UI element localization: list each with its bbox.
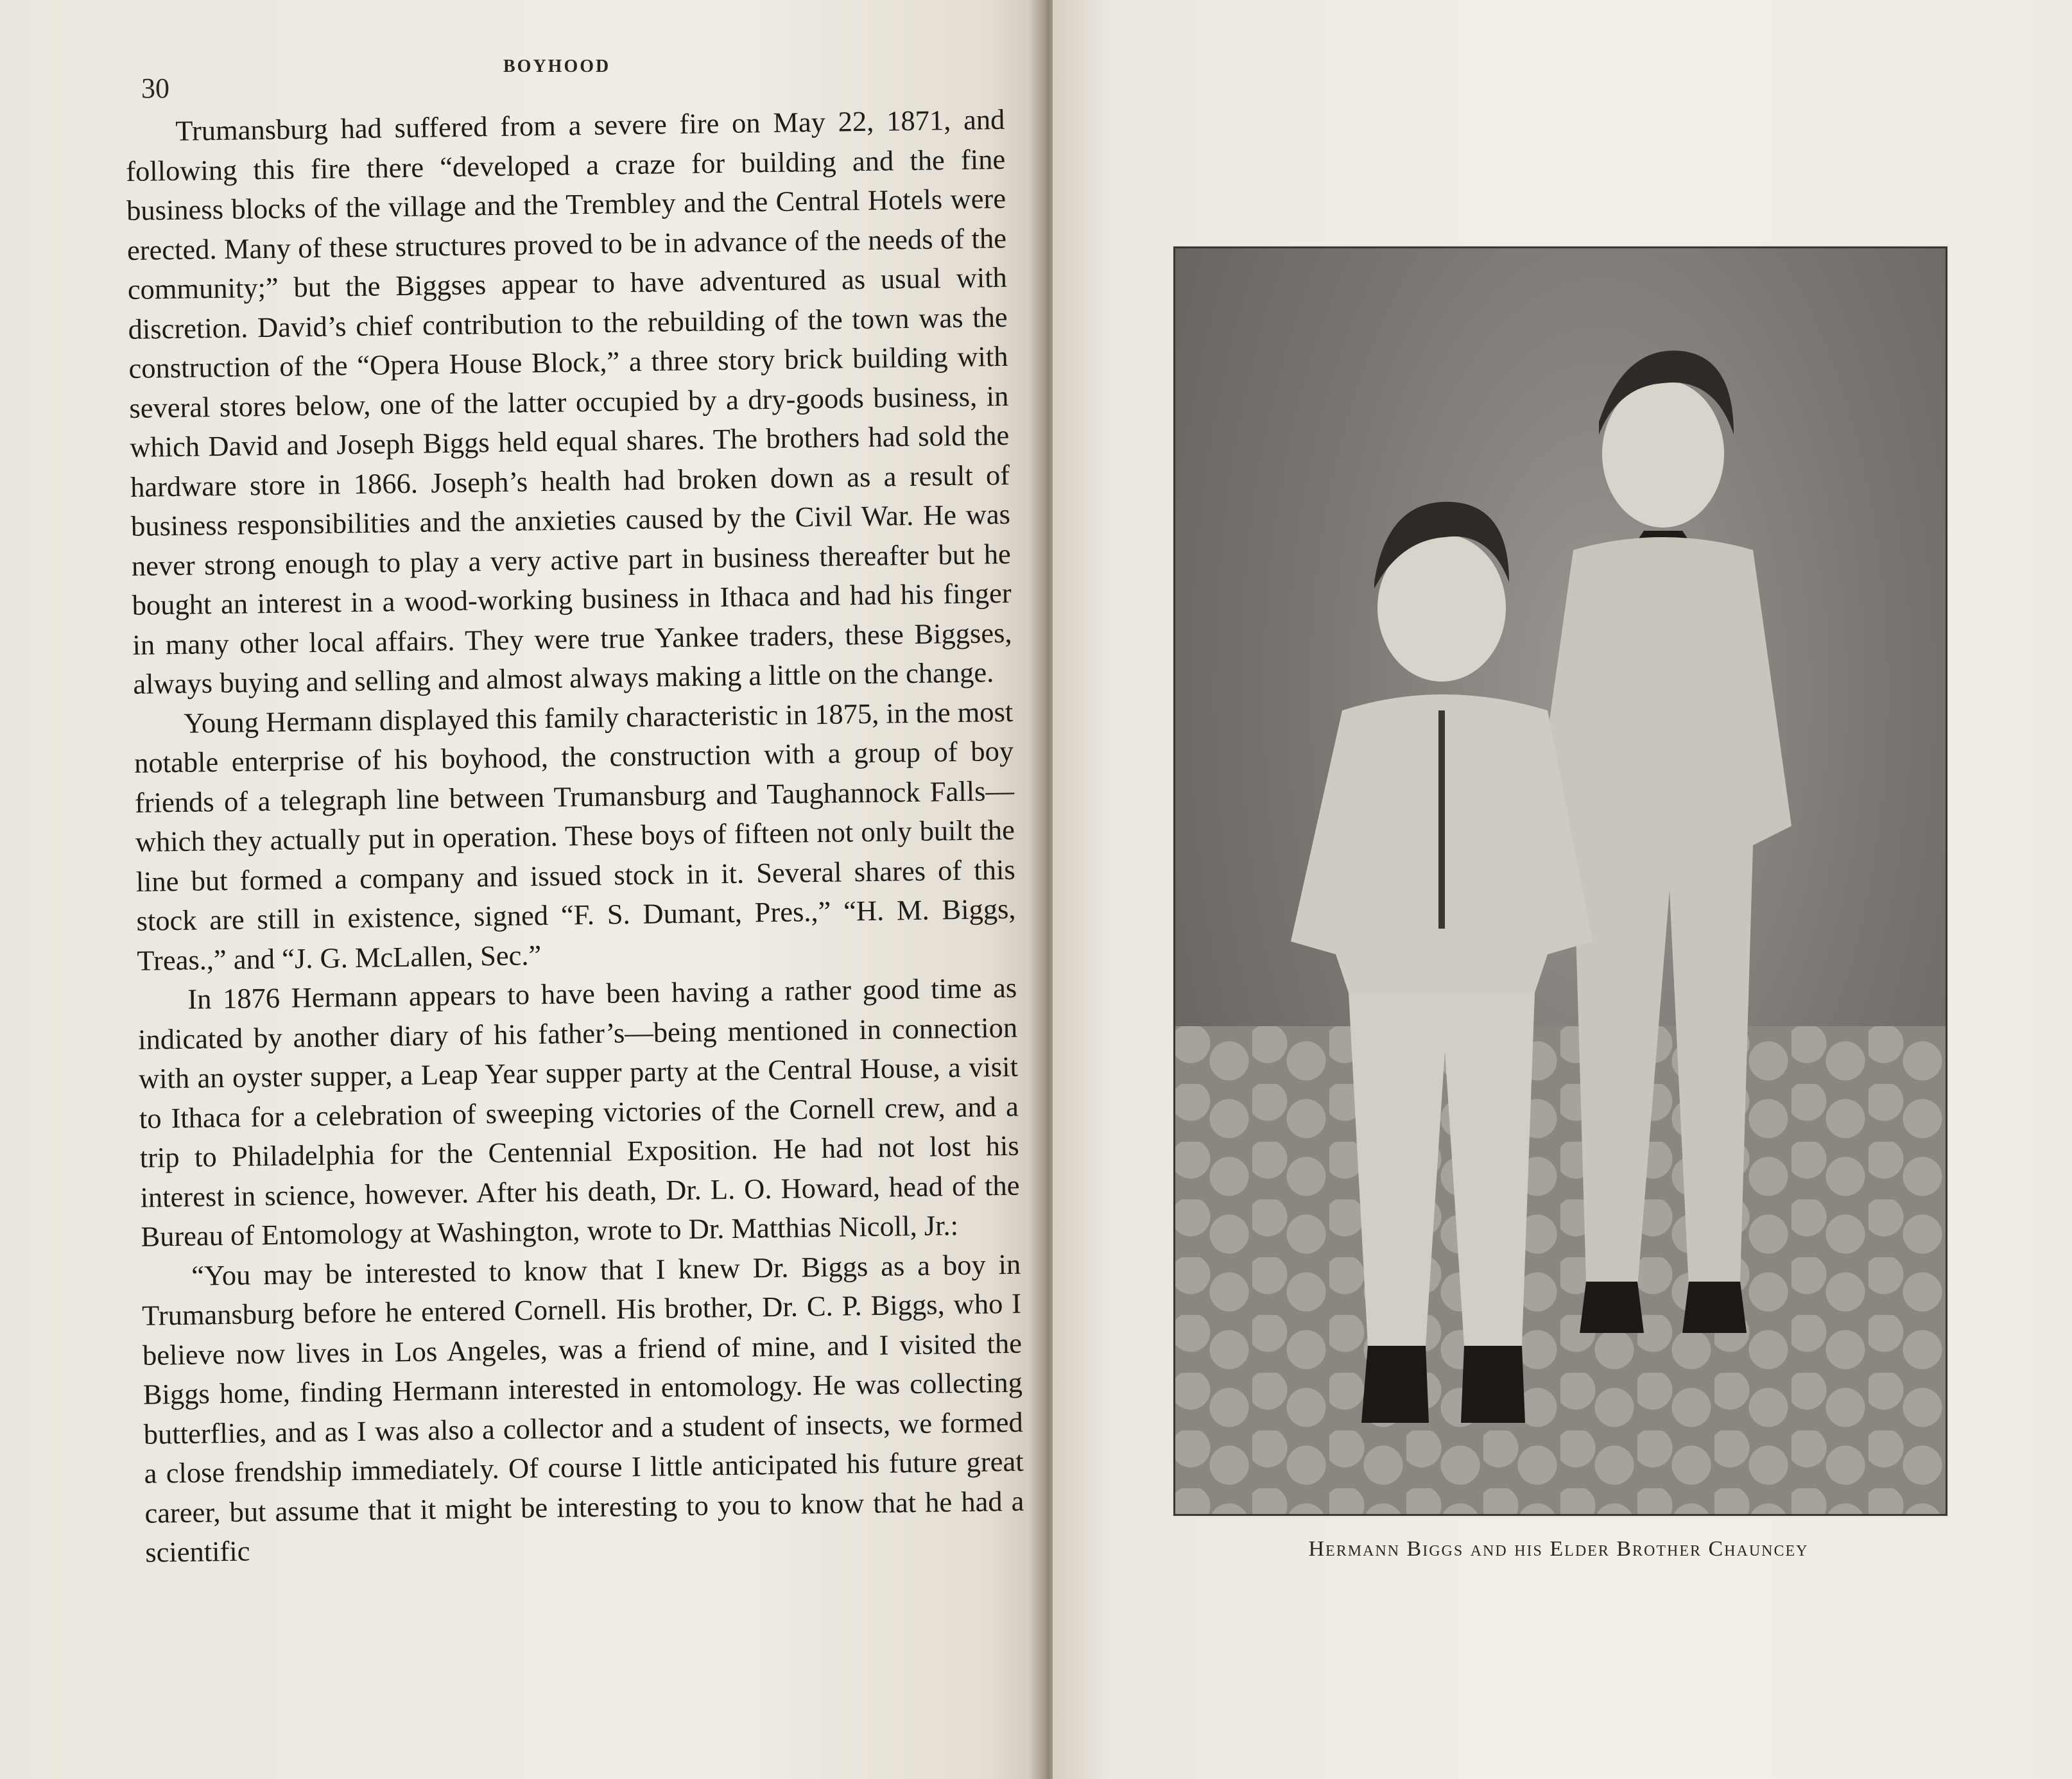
running-head	[128, 46, 1027, 104]
elder-brother-figure	[1535, 350, 1791, 1333]
page-number: 30	[141, 73, 169, 104]
photo-caption: Hermann Biggs and his Elder Brother Chauncey	[1308, 1537, 1809, 1561]
photograph-two-boys-icon	[1175, 248, 1946, 1514]
paragraph-3: In 1876 Hermann appears to have been having a rather good time as indicated by another diary of his father’s—being mentioned in connection with an oyster supper, a Leap Year supper party at the Central House, a visit to Ithaca for a celebration of sweeping victories of the Cornell crew, and a trip to Philadelphia for the Centennial Exposition. He had not lost his interest in science, however. After his death, Dr. L. O. Howard, head of the Bureau of Entomology at Washington, wrote to Dr. Matthias Nicoll, Jr.:	[137, 971, 1020, 1253]
photograph-plate	[1173, 246, 1947, 1516]
body-text	[125, 100, 1025, 1572]
paragraph-2: Young Hermann displayed this family characteristic in 1875, in the most notable enterprise of his boyhood, the construction with a group of boy friends of a telegraph line between Trumansburg and Taughannock Falls—which they actually put in operation. These boys of fifteen not only built the line but formed a company and issued stock in it. Several shares of this stock are still in existence, signed “F. S. Dumant, Pres.,” “H. M. Biggs, Treas.,” and “J. G. McLallen, Sec.”	[134, 695, 1016, 977]
chapter-title: BOYHOOD	[503, 56, 611, 76]
paragraph-1: Trumansburg had suffered from a severe fire on May 22, 1871, and following this fire there “developed a craze for building and the fine business blocks of the village and the Trembley and the Central Hotels were erected. Many of these structures proved to be in advance of the needs of the community;” but the Biggses appear to have adventured as usual with discretion. David’s chief contribution to the rebuilding of the town was the construction of the “Opera House Block,” a three story brick building with several stores below, one of the latter occupied by a dry-goods business, in which David and Joseph Biggs held equal shares. The brothers had sold the hardware store in 1866. Joseph’s health had broken down as a result of business responsibilities and the anxieties caused by the Civil War. He was never strong enough to play a very active part in business thereafter but he bought an interest in a wood-working business in Ithaca and had his finger in many other local affairs. They were true Yankee traders, these Biggses, always buying and selling and almost always making a little on the change.	[125, 103, 1012, 700]
paragraph-4: “You may be interested to know that I knew Dr. Biggs as a boy in Trumansburg before he entered Cornell. His brother, Dr. C. P. Biggs, who I believe now lives in Los Angeles, was a friend of mine, and I visited the Biggs home, finding Hermann interested in entomology. He was collecting butterflies, and as I was also a collector and a student of insects, we formed a close frendship immediately. Of course I little anticipated his future great career, but assume that it might be interesting to you to know that he had a scientific	[141, 1248, 1024, 1568]
younger-brother-figure	[1291, 502, 1593, 1423]
right-page	[1053, 0, 2072, 1779]
